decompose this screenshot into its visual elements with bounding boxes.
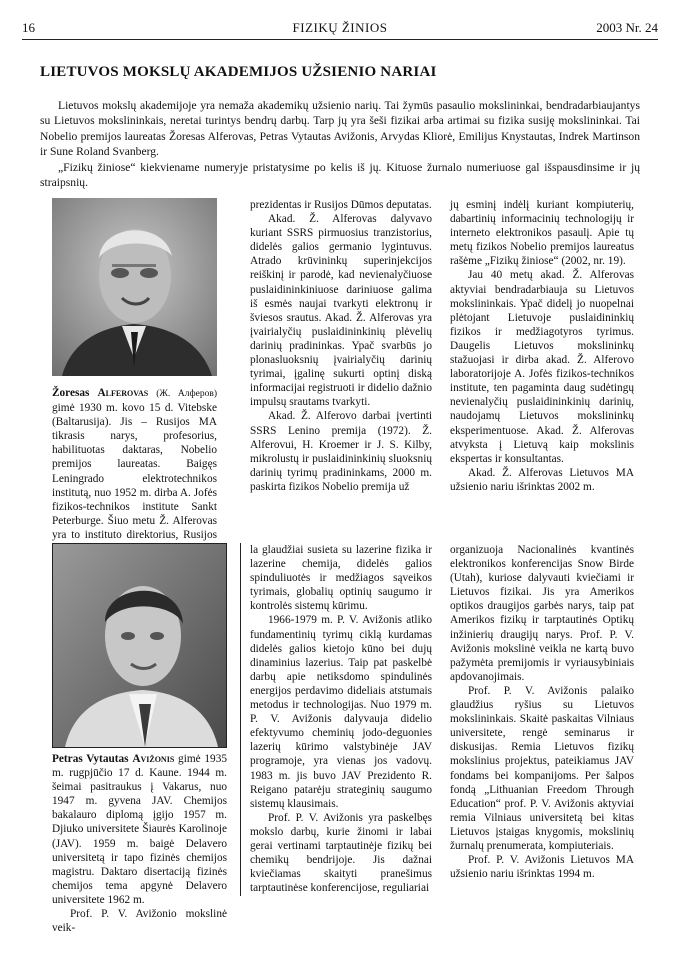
page-number: 16 [22, 20, 35, 35]
avizonis-caption [52, 752, 227, 935]
person-name: Petras Vytautas [52, 753, 129, 765]
alferov-bio: gimė 1930 m. kovo 15 d. Vitebske (Baltarusija). Jis – Rusijos MA tikrasis narys, profesorius, habilituotas daktaras, Nobelio premijos laureatas. Baigęs Leningrado elektrotechnikos institutą, nuo 1952 m. dirba A. Jofės fizikos-technikos institute Sankt Peterburge. Šiuo metu Ž. Alferovas yra to instituto direktorius, Rusijos [52, 402, 217, 541]
journal-title: FIZIKŲ ŽINIOS [292, 20, 388, 35]
person-name: Žoresas [52, 387, 90, 399]
paragraph: Akad. Ž. Alferovas Lietuvos MA užsienio nariu išrinktas 2002 m. [450, 466, 634, 493]
person-surname: Alferovas [97, 387, 149, 399]
paragraph: Akad. Ž. Alferovas dalyvavo kuriant SSRS pirmuosius tranzistorius, didelės galios germanio lygintuvus. Atrado krūvininkų superinjekcijos reiškinį ir parodė, kad nevienalyčiuose puslaidininkiniuose dariniuose galima iš esmės naujai tvarkyti elektronų ir šviesos srautus. Akad. Ž. Alferovas yra įvairialyčių puslaidininkinių plėvelių darinių pradininkas. Ypač svarbūs jo plonasluoksnių įvairialyčių darinių tyrimai, įgalinę sukurti optinį diską informacijai registruoti ir didelio dažnio impulsų srautams tvarkyti. [250, 213, 432, 409]
alferov-caption [52, 386, 217, 556]
header-rule [22, 39, 658, 40]
portrait-photo-icon [53, 544, 226, 747]
paragraph: jų esminį indėlį kuriant kompiuterių, dabartinių informacinių technologijų ir interneto elektronikos pasaulį. Apie tų metų fizikos Nobelio premijos laureatus rašėme „Fizikų žiniose“ (2002, nr. 19). [450, 199, 634, 268]
avizonis-bio: gimė 1935 m. rugpjūčio 17 d. Kaune. 1944 m. šeimai pasitraukus į Vakarus, nuo 1947 m. gyvena JAV. Chemijos bakalauro diplomą įgijo 1957 m. Djiuko universitete Šiaurės Karolinoje (JAV). 1959 m. baigė Delavero universitetą ir tapo fizinės chemijos magistru. Daktaro disertaciją fizinės chemijos tema apgynė Delavero universitete 1962 m. [52, 753, 227, 906]
paragraph: la glaudžiai susieta su lazerine fizika ir lazerine chemija, didelės galios spinduliuotės ir medžiagos sąveikos tyrimais, globalių optinių saugumo ir kontrolės sistemų kūrimu. [250, 544, 432, 613]
article-intro [40, 98, 640, 190]
paragraph: organizuoja Nacionalinės kvantinės elektronikos konferencijas Snow Birde (Utah), kuriose dalyvauti kviečiami ir Lietuvos fizikai. Jis yra Amerikos optikos draugijos garbės narys, taip pat Amerikos fizikų ir tarptautinės Optikų inžinierių draugijų narys. Prof. P. V. Avižonis mokslinė veikla ne kartą buvo pažymėta premijomis ir vyriausybiniais apdovanojimais. [450, 544, 634, 683]
native-name: (Ж. Алферов) [156, 389, 218, 399]
paragraph: Akad. Ž. Alferovo darbai įvertinti SSRS Lenino premija (1972). Ž. Alferovui, H. Kroemer ir J. S. Kilby, mikrolustų ir puslaidininkinių sluoksnių darinių tyrimų pradininkams, 2000 m. paskirta fizikos Nobelio premija už [250, 410, 432, 493]
avizonis-portrait [52, 543, 227, 748]
person-surname: Avižonis [132, 753, 175, 765]
paragraph: Prof. P. V. Avižonis yra paskelbęs mokslo darbų, kurie žinomi ir labai gerai vertinami tarptautinėje fizikų bei chemikų bendrijoje. Jis dažnai kviečiamas skaityti pranešimus tarptautinėse konferencijose, reguliariai [250, 811, 432, 895]
alferov-portrait [52, 198, 217, 376]
intro-paragraph: „Fizikų žiniose“ kiekviename numeryje pristatysime po kelis iš jų. Kituose žurnalo numeriuose gal išspausdinsime ir jų straipsnių. [40, 160, 640, 190]
paragraph: Prof. P. V. Avižonis palaiko glaudžius ryšius su Lietuvos mokslininkais. Skaitė paskaitas Vilniaus universitete, rengė seminarus ir diskusijas. Remia Lietuvos fizikų mokslinius projektus, pateikiamus JAV fondams bei kompanijoms. Per šalpos fondą „Lithuanian Freedom Through Education“ prof. P. V. Avižonis aktyviai remia Vilniaus universitetą bei kitas Lietuvos įstaigas knygomis, mokslinių žurnalų prenumerata, kompiuteriais. [450, 684, 634, 852]
paragraph: 1966-1979 m. P. V. Avižonis atliko fundamentinių tyrimų ciklą kurdamas didelės galios kietojo kūno bei dujų dinaminius lazerius. Taip pat paskelbė darbų apie netiksdomo spindulinės energijos perdavimo dideliais atstumais metodus ir technologijas. Nuo 1979 m. P. V. Avižonis dalyvauja didelio efektyvumo cheminių jodo-deguonies lazerių kūrimo valstybinėje JAV programoje, yra vienas jos vadovų. 1983 m. jis buvo JAV Prezidento R. Reigano patarėju strateginių saugumo sistemų klausimais. [250, 614, 432, 810]
paragraph: Prof. P. V. Avižonis Lietuvos MA užsienio nariu išrinktas 1994 m. [450, 854, 634, 881]
portrait-photo-icon [52, 198, 217, 376]
alferov-column-3 [450, 198, 634, 494]
avizonis-column-2 [250, 543, 432, 895]
paragraph: Prof. P. V. Avižonio mokslinė veik- [52, 908, 227, 935]
article-title: LIETUVOS MOKSLŲ AKADEMIJOS UŽSIENIO NARIAI [40, 64, 437, 80]
intro-paragraph: Lietuvos mokslų akademijoje yra nemaža akademikų užsienio narių. Tai žymūs pasaulio mokslininkai, bendradarbiaujantys su Lietuvos mokslininkais, neretai turintys bendrų darbų. Tarp jų yra šeši fizikai arba artimai su fizika susiję mokslininkai. Tai Nobelio premijos laureatas Žoresas Alferovas, Petras Vytautas Avižonis, Arvydas Kliorė, Emilijus Knystautas, Indrek Martinson ir Sune Roland Svanberg. [40, 99, 640, 159]
paragraph: prezidentas ir Rusijos Dūmos deputatas. [250, 199, 432, 211]
issue-label: 2003 Nr. 24 [596, 20, 658, 35]
column-divider [240, 543, 241, 896]
alferov-column-2 [250, 198, 432, 494]
paragraph: Jau 40 metų akad. Ž. Alferovas aktyviai bendradarbiauja su Lietuvos mokslininkais. Ypač didelį jo nuopelnai plėtojant Lietuvoje puslaidininkių fizikos ir medžiagotyros tyrimus. Daugelis Lietuvos mokslininkų stažuojasi ir dirba akad. Ž. Alferovo laboratorijoje A. Jofės fizikos-technikos institute, ten pagaminta daug sudėtingų nevienalyčių puslaidininkinių darinių, naudojamų Lietuvos mokslininkų eksperimentuose. Akad. Ž. Alferovas atvyksta į Lietuvą kaip mokslinis ekspertas ir konsultantas. [450, 269, 634, 465]
avizonis-column-3 [450, 543, 634, 881]
